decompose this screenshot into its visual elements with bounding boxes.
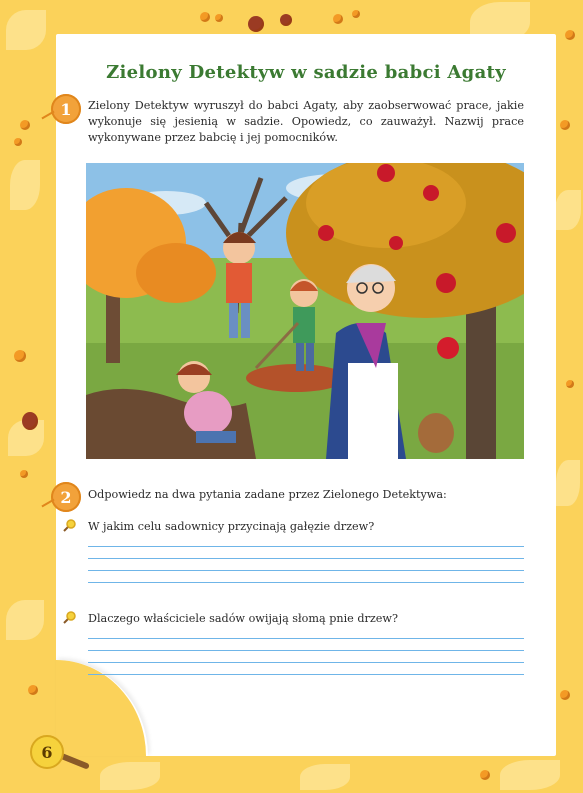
- orchard-scene: [86, 163, 524, 459]
- answer-lines-2[interactable]: [88, 638, 524, 686]
- orchard-illustration: [86, 163, 524, 459]
- answer-line[interactable]: [88, 638, 524, 639]
- question-2: Dlaczego właściciele sadów owijają słomą pnie drzew?: [88, 612, 398, 625]
- apple-basket: [418, 413, 454, 453]
- answer-line[interactable]: [88, 582, 524, 583]
- boy-shirt: [226, 263, 252, 303]
- crouching-girl-shirt: [184, 391, 232, 435]
- girl-leg: [296, 343, 304, 371]
- answer-line[interactable]: [88, 662, 524, 663]
- answer-line[interactable]: [88, 650, 524, 651]
- question-1: W jakim celu sadownicy przycinają gałęzie drzew?: [88, 520, 375, 533]
- task2-instructions: Odpowiedz na dwa pytania zadane przez Zielonego Detektywa:: [88, 488, 447, 501]
- apple: [436, 273, 456, 293]
- task-number-badge: 1: [51, 94, 81, 124]
- task1-instructions: Zielony Detektyw wyruszył do babci Agaty, aby zaobserwować prace, jakie wykonuje się jesienią w sadzie. Opowiedz, co zauważył. Nazwij prace wykonywane przez babcię i jej pomocników.: [88, 99, 524, 144]
- magnifier-icon: [62, 519, 76, 533]
- magnifier-icon: [62, 611, 76, 625]
- answer-line[interactable]: [88, 570, 524, 571]
- apple-in-hand: [437, 337, 459, 359]
- apple: [389, 236, 403, 250]
- answer-line[interactable]: [88, 674, 524, 675]
- girl-leg: [306, 343, 314, 371]
- task-number-badge: 2: [51, 482, 81, 512]
- apple: [318, 225, 334, 241]
- answer-lines-1[interactable]: [88, 546, 524, 594]
- boy-leg: [229, 303, 238, 338]
- boy-leg: [241, 303, 250, 338]
- page-number: 6: [30, 735, 64, 769]
- apple: [423, 185, 439, 201]
- answer-line[interactable]: [88, 558, 524, 559]
- answer-line[interactable]: [88, 546, 524, 547]
- orange-tree-crown: [136, 243, 216, 303]
- crouching-girl-pants: [196, 431, 236, 443]
- page-title: Zielony Detektyw w sadzie babci Agaty: [106, 62, 506, 83]
- apple: [496, 223, 516, 243]
- grandma-apron: [348, 363, 398, 459]
- apple: [377, 164, 395, 182]
